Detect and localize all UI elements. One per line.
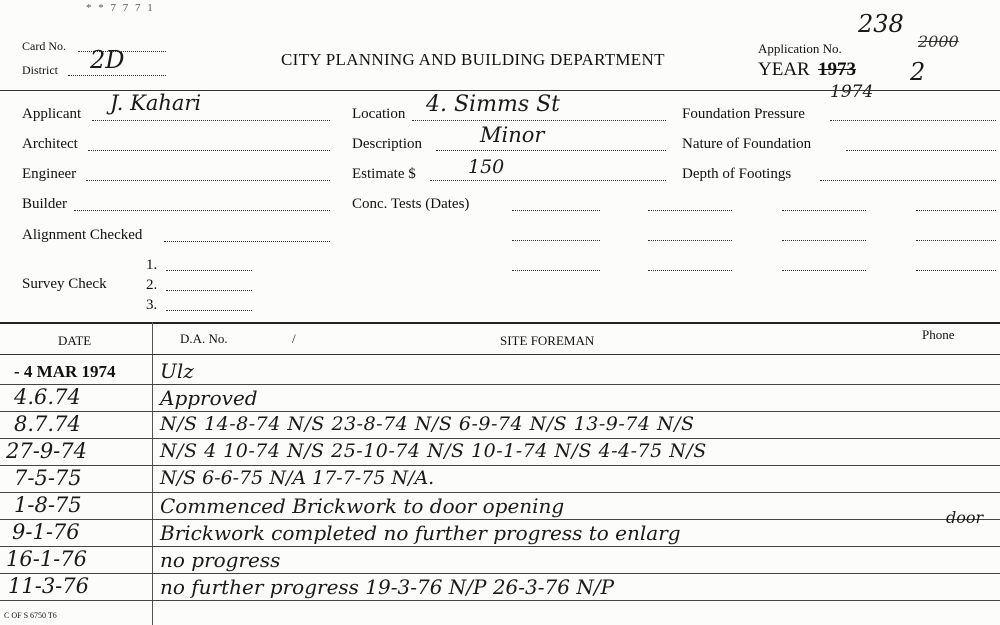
- conc-line: [782, 240, 866, 241]
- da-no-header: D.A. No.: [180, 331, 228, 346]
- application-no-label: Application No.: [758, 41, 842, 56]
- row-date: 4.6.74: [14, 385, 81, 409]
- district-line: [68, 75, 166, 76]
- conc-line: [916, 270, 996, 271]
- row-rule: [0, 519, 1000, 520]
- location-value: 4. Simms St: [426, 92, 561, 117]
- estimate-label: Estimate $: [352, 166, 416, 182]
- survey-line-3: [166, 310, 252, 311]
- survey-line-2: [166, 290, 252, 291]
- year-label: YEAR: [758, 59, 810, 80]
- row-rule: [0, 573, 1000, 574]
- card-no-label: Card No.: [22, 39, 66, 53]
- alignment-label: Alignment Checked: [22, 227, 143, 243]
- conc-line: [512, 240, 600, 241]
- conc-line: [916, 240, 996, 241]
- description-value: Minor: [480, 123, 545, 147]
- district-label: District: [22, 63, 58, 77]
- foundation-pressure-label: Foundation Pressure: [682, 106, 805, 122]
- row-note: Approved: [160, 386, 258, 410]
- survey-item-3: 3.: [146, 297, 158, 313]
- description-label: Description: [352, 136, 422, 152]
- date-header: DATE: [58, 333, 92, 348]
- estimate-line: [430, 180, 666, 181]
- builder-label: Builder: [22, 196, 67, 212]
- applicant-label: Applicant: [22, 106, 82, 122]
- depth-of-footings-label: Depth of Footings: [682, 166, 792, 182]
- engineer-label: Engineer: [22, 166, 77, 182]
- row-date: - 4 MAR 1974: [14, 362, 116, 381]
- row-date: 27-9-74: [6, 439, 87, 463]
- nature-line: [846, 150, 996, 151]
- architect-label: Architect: [22, 136, 78, 152]
- foundation-pressure-line: [830, 120, 996, 121]
- phone-header: Phone: [922, 327, 955, 342]
- application-no-value: 238: [858, 10, 904, 38]
- conc-line: [512, 270, 600, 271]
- alignment-line: [164, 241, 330, 242]
- row-note: Brickwork completed no further progress to enlarg: [160, 521, 681, 545]
- table-top-rule: [0, 322, 1000, 324]
- location-line: [412, 120, 666, 121]
- conc-line: [782, 270, 866, 271]
- survey-item-1: 1.: [146, 257, 158, 273]
- date-column-divider: [152, 322, 153, 625]
- row-note: N/S 14-8-74 N/S 23-8-74 N/S 6-9-74 N/S 13-9-74 N/S: [160, 413, 695, 435]
- year-suffix: 2: [910, 58, 926, 86]
- row-rule: [0, 411, 1000, 412]
- top-stamp: * * 7 7 7 1: [86, 2, 155, 14]
- row-note: no further progress 19-3-76 N/P 26-3-76 N/P: [160, 575, 615, 599]
- description-line: [436, 150, 666, 151]
- depth-line: [820, 180, 996, 181]
- survey-line-1: [166, 270, 252, 271]
- row-rule: [0, 600, 1000, 601]
- survey-check-label: Survey Check: [22, 276, 107, 292]
- margin-note: door: [946, 508, 984, 527]
- conc-tests-label: Conc. Tests (Dates): [352, 196, 470, 212]
- year-printed-crossed: 1973: [818, 59, 856, 80]
- conc-line: [648, 210, 732, 211]
- applicant-line: [92, 120, 330, 121]
- nature-of-foundation-label: Nature of Foundation: [682, 136, 812, 152]
- row-date: 9-1-76: [12, 520, 80, 544]
- table-header-rule: [0, 354, 1000, 355]
- row-date: 16-1-76: [6, 547, 87, 571]
- conc-line: [916, 210, 996, 211]
- applicant-value: J. Kahari: [110, 91, 202, 115]
- survey-item-2: 2.: [146, 277, 158, 293]
- estimate-value: 150: [468, 156, 505, 178]
- builder-line: [74, 210, 330, 211]
- form-code: C OF S 6750 T6: [4, 611, 57, 620]
- conc-line: [648, 240, 732, 241]
- row-rule: [0, 465, 1000, 466]
- department-title: CITY PLANNING AND BUILDING DEPARTMENT: [281, 50, 665, 69]
- architect-line: [88, 150, 330, 151]
- row-note: no progress: [160, 548, 281, 572]
- row-note: Ulz: [160, 359, 194, 383]
- row-date: 7-5-75: [14, 466, 82, 490]
- row-rule: [0, 438, 1000, 439]
- row-rule: [0, 546, 1000, 547]
- row-rule: [0, 492, 1000, 493]
- row-date: 1-8-75: [14, 493, 82, 517]
- row-note: N/S 4 10-74 N/S 25-10-74 N/S 10-1-74 N/S 4-4-75 N/S: [160, 440, 707, 462]
- year-value: 1974: [830, 82, 874, 102]
- conc-line: [782, 210, 866, 211]
- district-value: 2D: [90, 46, 125, 74]
- conc-line: [648, 270, 732, 271]
- row-date: 11-3-76: [8, 574, 89, 598]
- row-rule: [0, 384, 1000, 385]
- row-note: Commenced Brickwork to door opening: [160, 494, 565, 518]
- site-foreman-header: SITE FOREMAN: [500, 333, 595, 348]
- application-no-crossed: 2000: [918, 32, 959, 51]
- row-date: 8.7.74: [14, 412, 81, 436]
- conc-line: [512, 210, 600, 211]
- da-separator: /: [292, 331, 296, 346]
- location-label: Location: [352, 106, 406, 122]
- engineer-line: [86, 180, 330, 181]
- row-note: N/S 6-6-75 N/A 17-7-75 N/A.: [160, 467, 435, 489]
